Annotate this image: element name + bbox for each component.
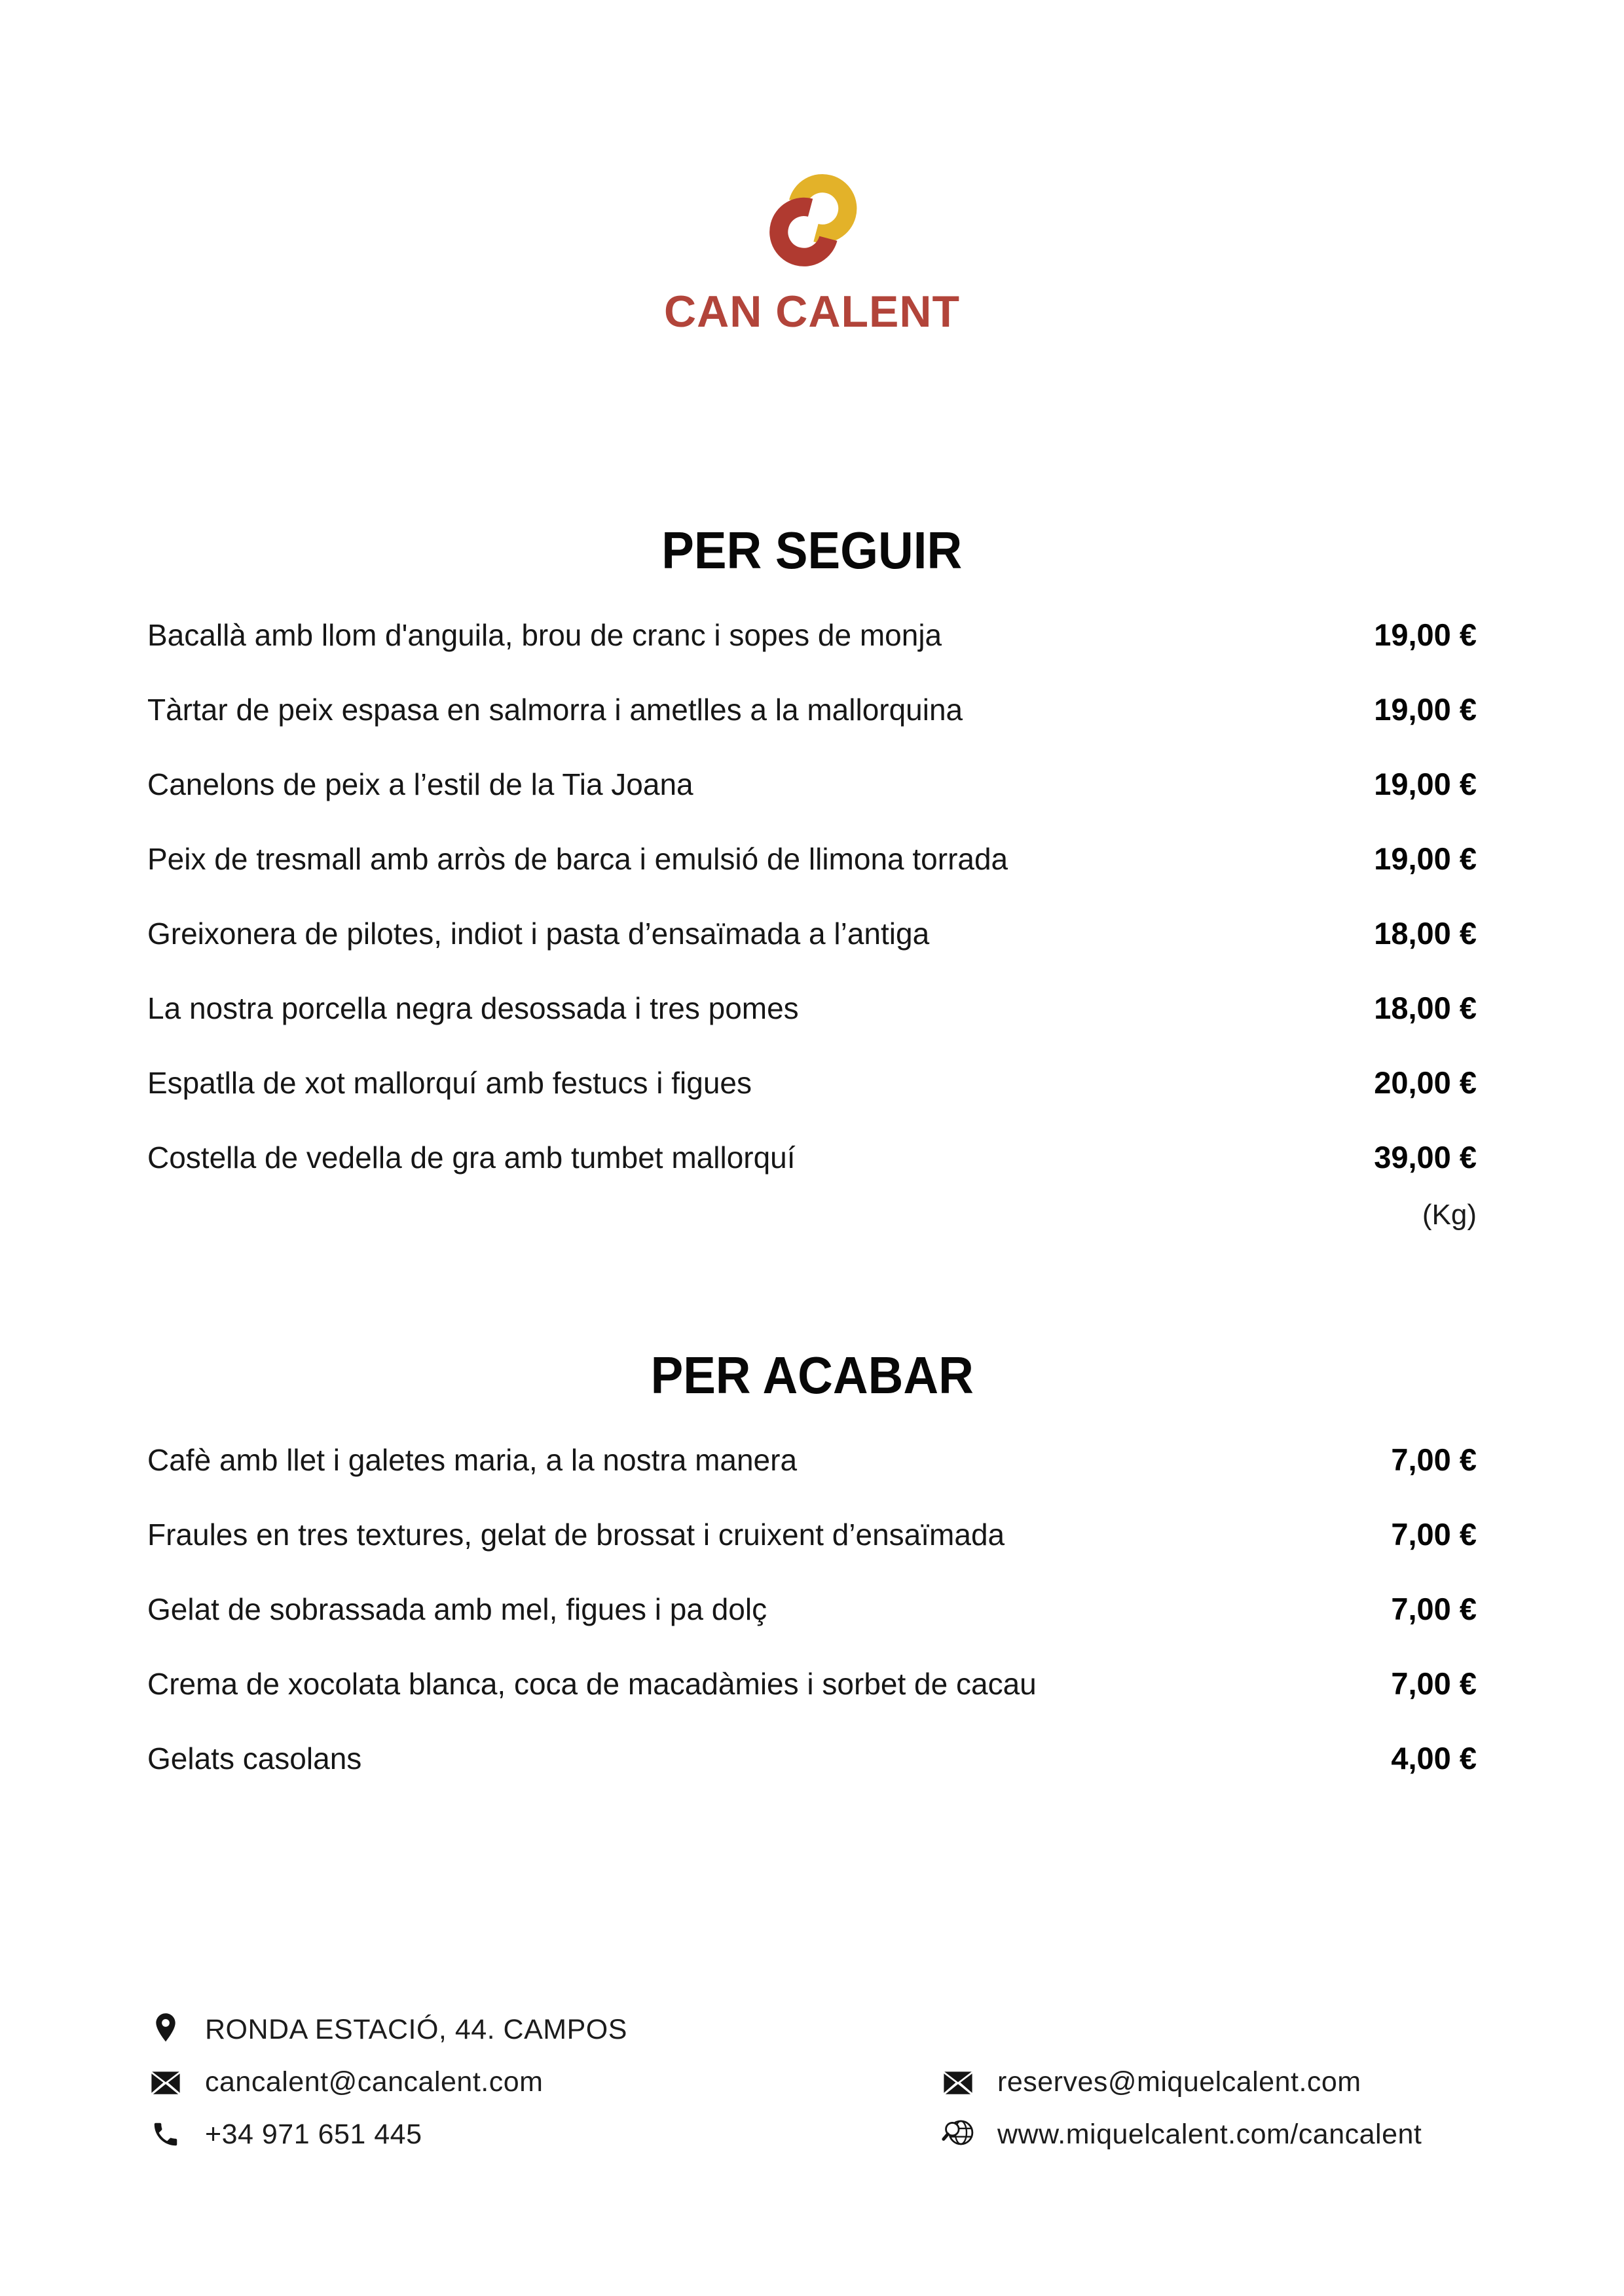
brand-header [0,160,1624,337]
menu-item-price: 19,00 € [1374,767,1477,801]
menu-item-name: Gelats casolans [147,1741,362,1776]
menu-item-price: 20,00 € [1374,1065,1477,1100]
section-per-acabar [147,1345,1477,1815]
menu-item-row [147,1140,1477,1175]
phone-row [147,2116,940,2153]
menu-item-row [147,1666,1477,1702]
website-row [940,2116,1477,2153]
section-per-seguir [147,520,1477,1231]
menu-item-price: 4,00 € [1391,1741,1477,1776]
reservations-email-row [940,2064,1477,2100]
menu-item-name: Tàrtar de peix espasa en salmorra i ametlles a la mallorquina [147,693,963,727]
section-title-per-seguir: PER SEGUIR [661,521,963,579]
menu-item-name: Espatlla de xot mallorquí amb festucs i figues [147,1066,752,1100]
menu-item-row [147,1065,1477,1101]
menu-item-price: 7,00 € [1391,1592,1477,1626]
menu-item-price: 19,00 € [1374,841,1477,876]
menu-item-name: Greixonera de pilotes, indiot i pasta d’ensaïmada a l’antiga [147,917,930,951]
can-calent-logo-icon [742,160,883,283]
menu-item-row [147,617,1477,653]
footer-left-column [147,2011,940,2168]
menu-item-name: Crema de xocolata blanca, coca de macadàmies i sorbet de cacau [147,1667,1037,1701]
menu-item-price: 7,00 € [1391,1442,1477,1477]
address-text: RONDA ESTACIÓ, 44. CAMPOS [205,2013,627,2045]
phone-text: +34 971 651 445 [205,2118,422,2150]
email-text: cancalent@cancalent.com [205,2066,544,2098]
menu-item-row [147,692,1477,727]
menu-item-name: Bacallà amb llom d'anguila, brou de cranc i sopes de monja [147,618,942,652]
globe-magnifier-icon [940,2117,976,2151]
footer [147,2011,1477,2168]
menu-item-price: 18,00 € [1374,916,1477,951]
menu-item-price: 19,00 € [1374,617,1477,652]
envelope-icon [940,2068,976,2096]
menu-item-row [147,916,1477,951]
menu-item-row [147,1592,1477,1627]
menu-item-name: Cafè amb llet i galetes maria, a la nostra manera [147,1443,798,1477]
menu-item-price: 7,00 € [1391,1517,1477,1552]
section-title-per-acabar: PER ACABAR [650,1346,974,1404]
menu-item-name: Peix de tresmall amb arròs de barca i emulsió de llimona torrada [147,842,1008,876]
menu-item-price: 18,00 € [1374,991,1477,1025]
footer-right-column [940,2011,1477,2168]
menu-item-row [147,991,1477,1026]
menu-item-name: Gelat de sobrassada amb mel, figues i pa dolç [147,1592,767,1626]
menu-item-price: 19,00 € [1374,692,1477,727]
website-text: www.miquelcalent.com/cancalent [997,2118,1422,2150]
menu-item-name: Costella de vedella de gra amb tumbet mallorquí [147,1140,796,1175]
menu-item-row [147,1741,1477,1776]
menu-item-row [147,767,1477,802]
menu-item-row [147,1517,1477,1552]
brand-wordmark: CAN CALENT [664,287,960,337]
menu-item-name: Canelons de peix a l’estil de la Tia Joana [147,767,693,801]
email-row [147,2064,940,2100]
menu-item-price: 7,00 € [1391,1666,1477,1701]
address-row [147,2011,940,2048]
envelope-icon [147,2068,184,2096]
phone-icon [147,2119,184,2149]
menu-item-row [147,841,1477,877]
menu-item-name: La nostra porcella negra desossada i tres pomes [147,991,799,1025]
location-pin-icon [147,2011,184,2048]
menu-item-name: Fraules en tres textures, gelat de brossat i cruixent d’ensaïmada [147,1518,1005,1552]
menu-item-row [147,1442,1477,1478]
kg-unit-note: (Kg) [1422,1199,1477,1231]
menu-item-price: 39,00 € [1374,1140,1477,1175]
reservations-email-text: reserves@miquelcalent.com [997,2066,1361,2098]
